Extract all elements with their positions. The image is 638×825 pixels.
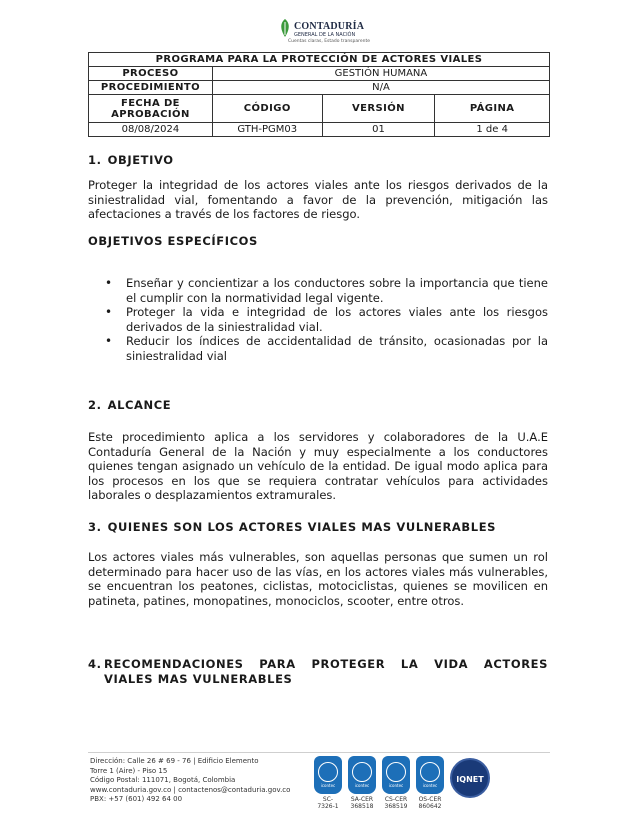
- cert-code: 368518: [350, 803, 374, 810]
- cert-code: OS-CER: [418, 796, 442, 803]
- cert-badge-label: icontec: [388, 783, 404, 788]
- section-3-number: 3.: [88, 520, 102, 534]
- specific-objectives-list: [105, 276, 548, 363]
- section-1-heading: [88, 153, 174, 167]
- proceso-value: GESTIÓN HUMANA: [212, 67, 549, 81]
- cert-badge-label: icontec: [422, 783, 438, 788]
- cert-badge-label: icontec: [320, 783, 336, 788]
- footer-line: Código Postal: 111071, Bogotá, Colombia: [90, 776, 236, 784]
- proceso-label: PROCESO: [89, 67, 213, 81]
- icontec-cert-badge: [416, 756, 444, 816]
- cert-code: 860642: [418, 803, 442, 810]
- section-4-heading: [88, 657, 548, 686]
- footer-line: PBX: +57 (601) 492 64 00: [90, 795, 183, 803]
- fecha-label: [89, 95, 213, 123]
- footer-line: www.contaduria.gov.co | contactenos@contaduria.gov.co: [90, 785, 291, 794]
- section-2-body: Este procedimiento aplica a los servidores y colaboradores de la U.A.E Contaduría General de la Nación y muy especialmente a los conductores quienes tengan asignado un vehículo de la entidad. De igual modo aplica para los procesos en los que se requiera contratar vehículos para actividades laborales o desplazamientos extramurales.: [88, 430, 548, 502]
- codigo-value: GTH-PGM03: [212, 123, 322, 137]
- fecha-value: 08/08/2024: [89, 123, 213, 137]
- version-value: 01: [322, 123, 435, 137]
- section-4-number: 4.: [88, 657, 102, 671]
- section-3-title: QUIENES SON LOS ACTORES VIALES MAS VULNERABLES: [107, 520, 497, 534]
- procedimiento-value: N/A: [212, 81, 549, 95]
- cert-code: SC-: [322, 796, 334, 803]
- section-2-number: 2.: [88, 398, 102, 412]
- iqnet-seal: IQNET: [450, 758, 490, 798]
- cert-code: 368519: [384, 803, 408, 810]
- cgn-logo: [278, 18, 371, 46]
- logo-name: CONTADURÍA: [294, 21, 365, 32]
- icontec-cert-badge: [348, 756, 376, 816]
- leaf-logo-icon: [278, 18, 292, 38]
- section-1-title: OBJETIVO: [107, 153, 174, 167]
- document-header-table: [88, 52, 550, 137]
- procedimiento-label: PROCEDIMIENTO: [89, 81, 213, 95]
- section-2-title: ALCANCE: [107, 398, 172, 412]
- footer-divider: [88, 752, 550, 753]
- list-item: • Reducir los índices de accidentalidad de tránsito, ocasionadas por la siniestralidad vial: [105, 334, 548, 363]
- pagina-label: PÁGINA: [435, 95, 550, 123]
- version-label: VERSIÓN: [322, 95, 435, 123]
- cert-code: 7326-1: [317, 803, 339, 810]
- list-item: • Proteger la vida e integridad de los actores viales ante los riesgos derivados de la siniestralidad vial.: [105, 305, 548, 334]
- fecha-label-line1: FECHA DE: [120, 97, 180, 109]
- cert-code: CS-CER: [384, 796, 408, 803]
- list-item: • Enseñar y concientizar a los conductores sobre la importancia que tiene el cumplir con la normatividad legal vigente.: [105, 276, 548, 305]
- logo-subtitle: GENERAL DE LA NACIÓN: [294, 32, 356, 38]
- cert-code: SA-CER: [350, 796, 374, 803]
- codigo-label: CÓDIGO: [212, 95, 322, 123]
- footer-address: [90, 757, 290, 805]
- icontec-cert-badge: [382, 756, 410, 816]
- footer-line: Torre 1 (Aire) - Piso 15: [90, 766, 168, 775]
- icontec-cert-badge: [314, 756, 342, 816]
- section-1-body: Proteger la integridad de los actores viales ante los riesgos derivados de la siniestralidad vial, fomentando a favor de la prevención, mitigación las afectaciones a través de los factores de riesgo.: [88, 178, 548, 221]
- logo-slogan: Cuentas claras, Estado transparente: [288, 39, 371, 44]
- section-3-heading: [88, 520, 496, 534]
- section-3-body: Los actores viales más vulnerables, son aquellas personas que sumen un rol determinado para hacer uso de las vías, en los actores viales más vulnerables, se encuentran los peatones, ciclistas, motociclistas, quienes se movilicen en patineta, patines, monopatines, monociclos, scooter, entre otros.: [88, 550, 548, 608]
- footer-line: Dirección: Calle 26 # 69 - 76 | Edificio Elemento: [90, 757, 259, 765]
- cert-badge-label: icontec: [354, 783, 370, 788]
- program-title: PROGRAMA PARA LA PROTECCIÓN DE ACTORES VIALES: [89, 53, 550, 67]
- certifications: [314, 756, 494, 816]
- section-2-heading: [88, 398, 171, 412]
- section-4-title-line1: RECOMENDACIONES PARA PROTEGER LA VIDA ACTORES: [104, 657, 548, 671]
- fecha-label-line2: APROBACIÓN: [111, 108, 190, 120]
- pagina-value: 1 de 4: [435, 123, 550, 137]
- section-1-number: 1.: [88, 153, 102, 167]
- specific-objectives-heading: OBJETIVOS ESPECÍFICOS: [88, 234, 258, 248]
- section-4-title-line2: VIALES MAS VULNERABLES: [104, 671, 293, 686]
